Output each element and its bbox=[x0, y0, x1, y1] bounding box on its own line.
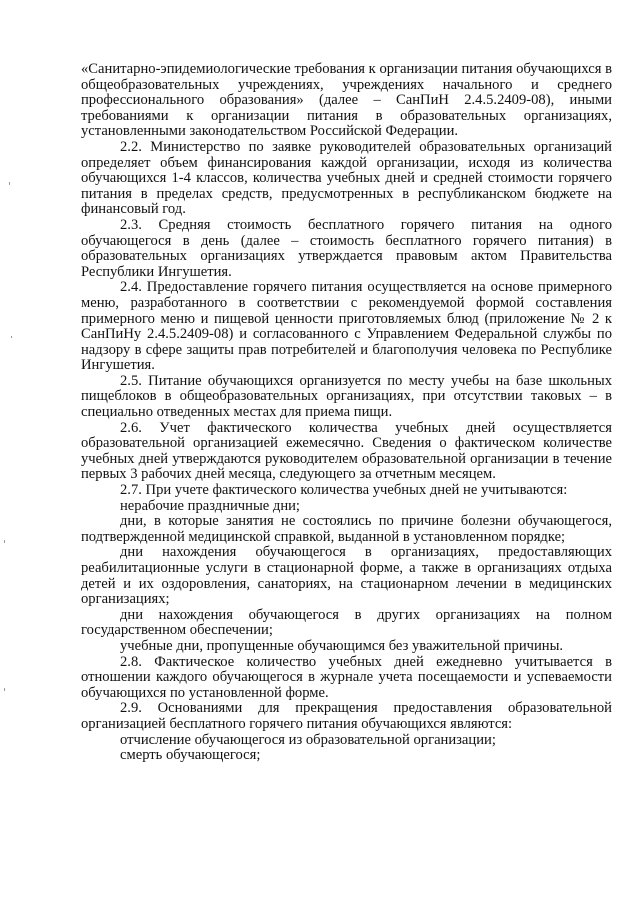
paragraph: 2.9. Основаниями для прекращения предоставления образовательной организацией бесплатного горячего питания обучающихся являются: bbox=[81, 700, 612, 732]
paragraph: отчисление обучающегося из образовательной организации; bbox=[120, 731, 496, 748]
paragraph: дни нахождения обучающегося в организациях, предоставляющих реабилитационные услуги в стационарной форме, а также в организациях отдыха детей и их оздоровления, санаториях, на стационарном лечении в медицинских организациях; bbox=[81, 544, 612, 608]
paragraph: нерабочие праздничные дни; bbox=[120, 497, 300, 514]
paragraph: «Санитарно-эпидемиологические требования к организации питания обучающихся в общеобразовательных учреждениях, учреждениях начального и среднего профессионального образования» (далее – СанПиН 2.4.5.2409-08), иными требованиями к организации питания в образовательных организациях, установленными законодательством Российской Федерации. bbox=[81, 61, 612, 140]
paragraph: 2.7. При учете фактического количества учебных дней не учитываются: bbox=[120, 482, 568, 499]
scan-edge-mark bbox=[4, 688, 5, 691]
paragraph: 2.4. Предоставление горячего питания осуществляется на основе примерного меню, разработанного в соответствии с рекомендуемой формой составления примерного меню и пищевой ценности приготовляемых блюд (приложение № 2 к СанПиНу 2.4.5.2409-08) и согласованного с Управлением Федеральной службы по надзору в сфере защиты прав потребителей и благополучия человека по Республике Ингушетия. bbox=[81, 279, 612, 374]
scan-edge-mark bbox=[11, 336, 12, 338]
document-body bbox=[81, 62, 612, 764]
paragraph: 2.2. Министерство по заявке руководителей образовательных организаций определяет объем финансирования каждой организации, исходя из количества обучающихся 1-4 классов, количества учебных дней и средней стоимости горячего питания в пределах средств, предусмотренных в республиканском бюджете на финансовый год. bbox=[81, 138, 612, 218]
paragraph: 2.5. Питание обучающихся организуется по месту учебы на базе школьных пищеблоков в общеобразовательных организациях, при отсутствии таковых – в специально отведенных местах для приема пищи. bbox=[81, 372, 612, 421]
paragraph: дни нахождения обучающегося в других организациях на полном государственном обеспечении; bbox=[81, 606, 612, 639]
paragraph: смерть обучающегося; bbox=[120, 747, 261, 764]
scan-edge-mark bbox=[9, 182, 10, 185]
scan-edge-mark bbox=[4, 540, 5, 543]
paragraph: дни, в которые занятия не состоялись по причине болезни обучающегося, подтвержденной медицинской справкой, выданной в установленном порядке; bbox=[81, 513, 612, 545]
paragraph: 2.3. Средняя стоимость бесплатного горячего питания на одного обучающегося в день (далее – стоимость бесплатного горячего питания) в образовательных организациях утверждается правовым актом Правительства Республики Ингушетия. bbox=[81, 216, 612, 280]
paragraph: учебные дни, пропущенные обучающимся без уважительной причины. bbox=[120, 637, 564, 654]
paragraph: 2.8. Фактическое количество учебных дней ежедневно учитывается в отношении каждого обучающегося в журнале учета посещаемости и успеваемости обучающихся по установленной форме. bbox=[81, 653, 612, 701]
paragraph: 2.6. Учет фактического количества учебных дней осуществляется образовательной организацией ежемесячно. Сведения о фактическом количестве учебных дней утверждаются руководителем образовательной организации в течение первых 3 рабочих дней месяца, следующего за отчетным месяцем. bbox=[81, 419, 612, 483]
